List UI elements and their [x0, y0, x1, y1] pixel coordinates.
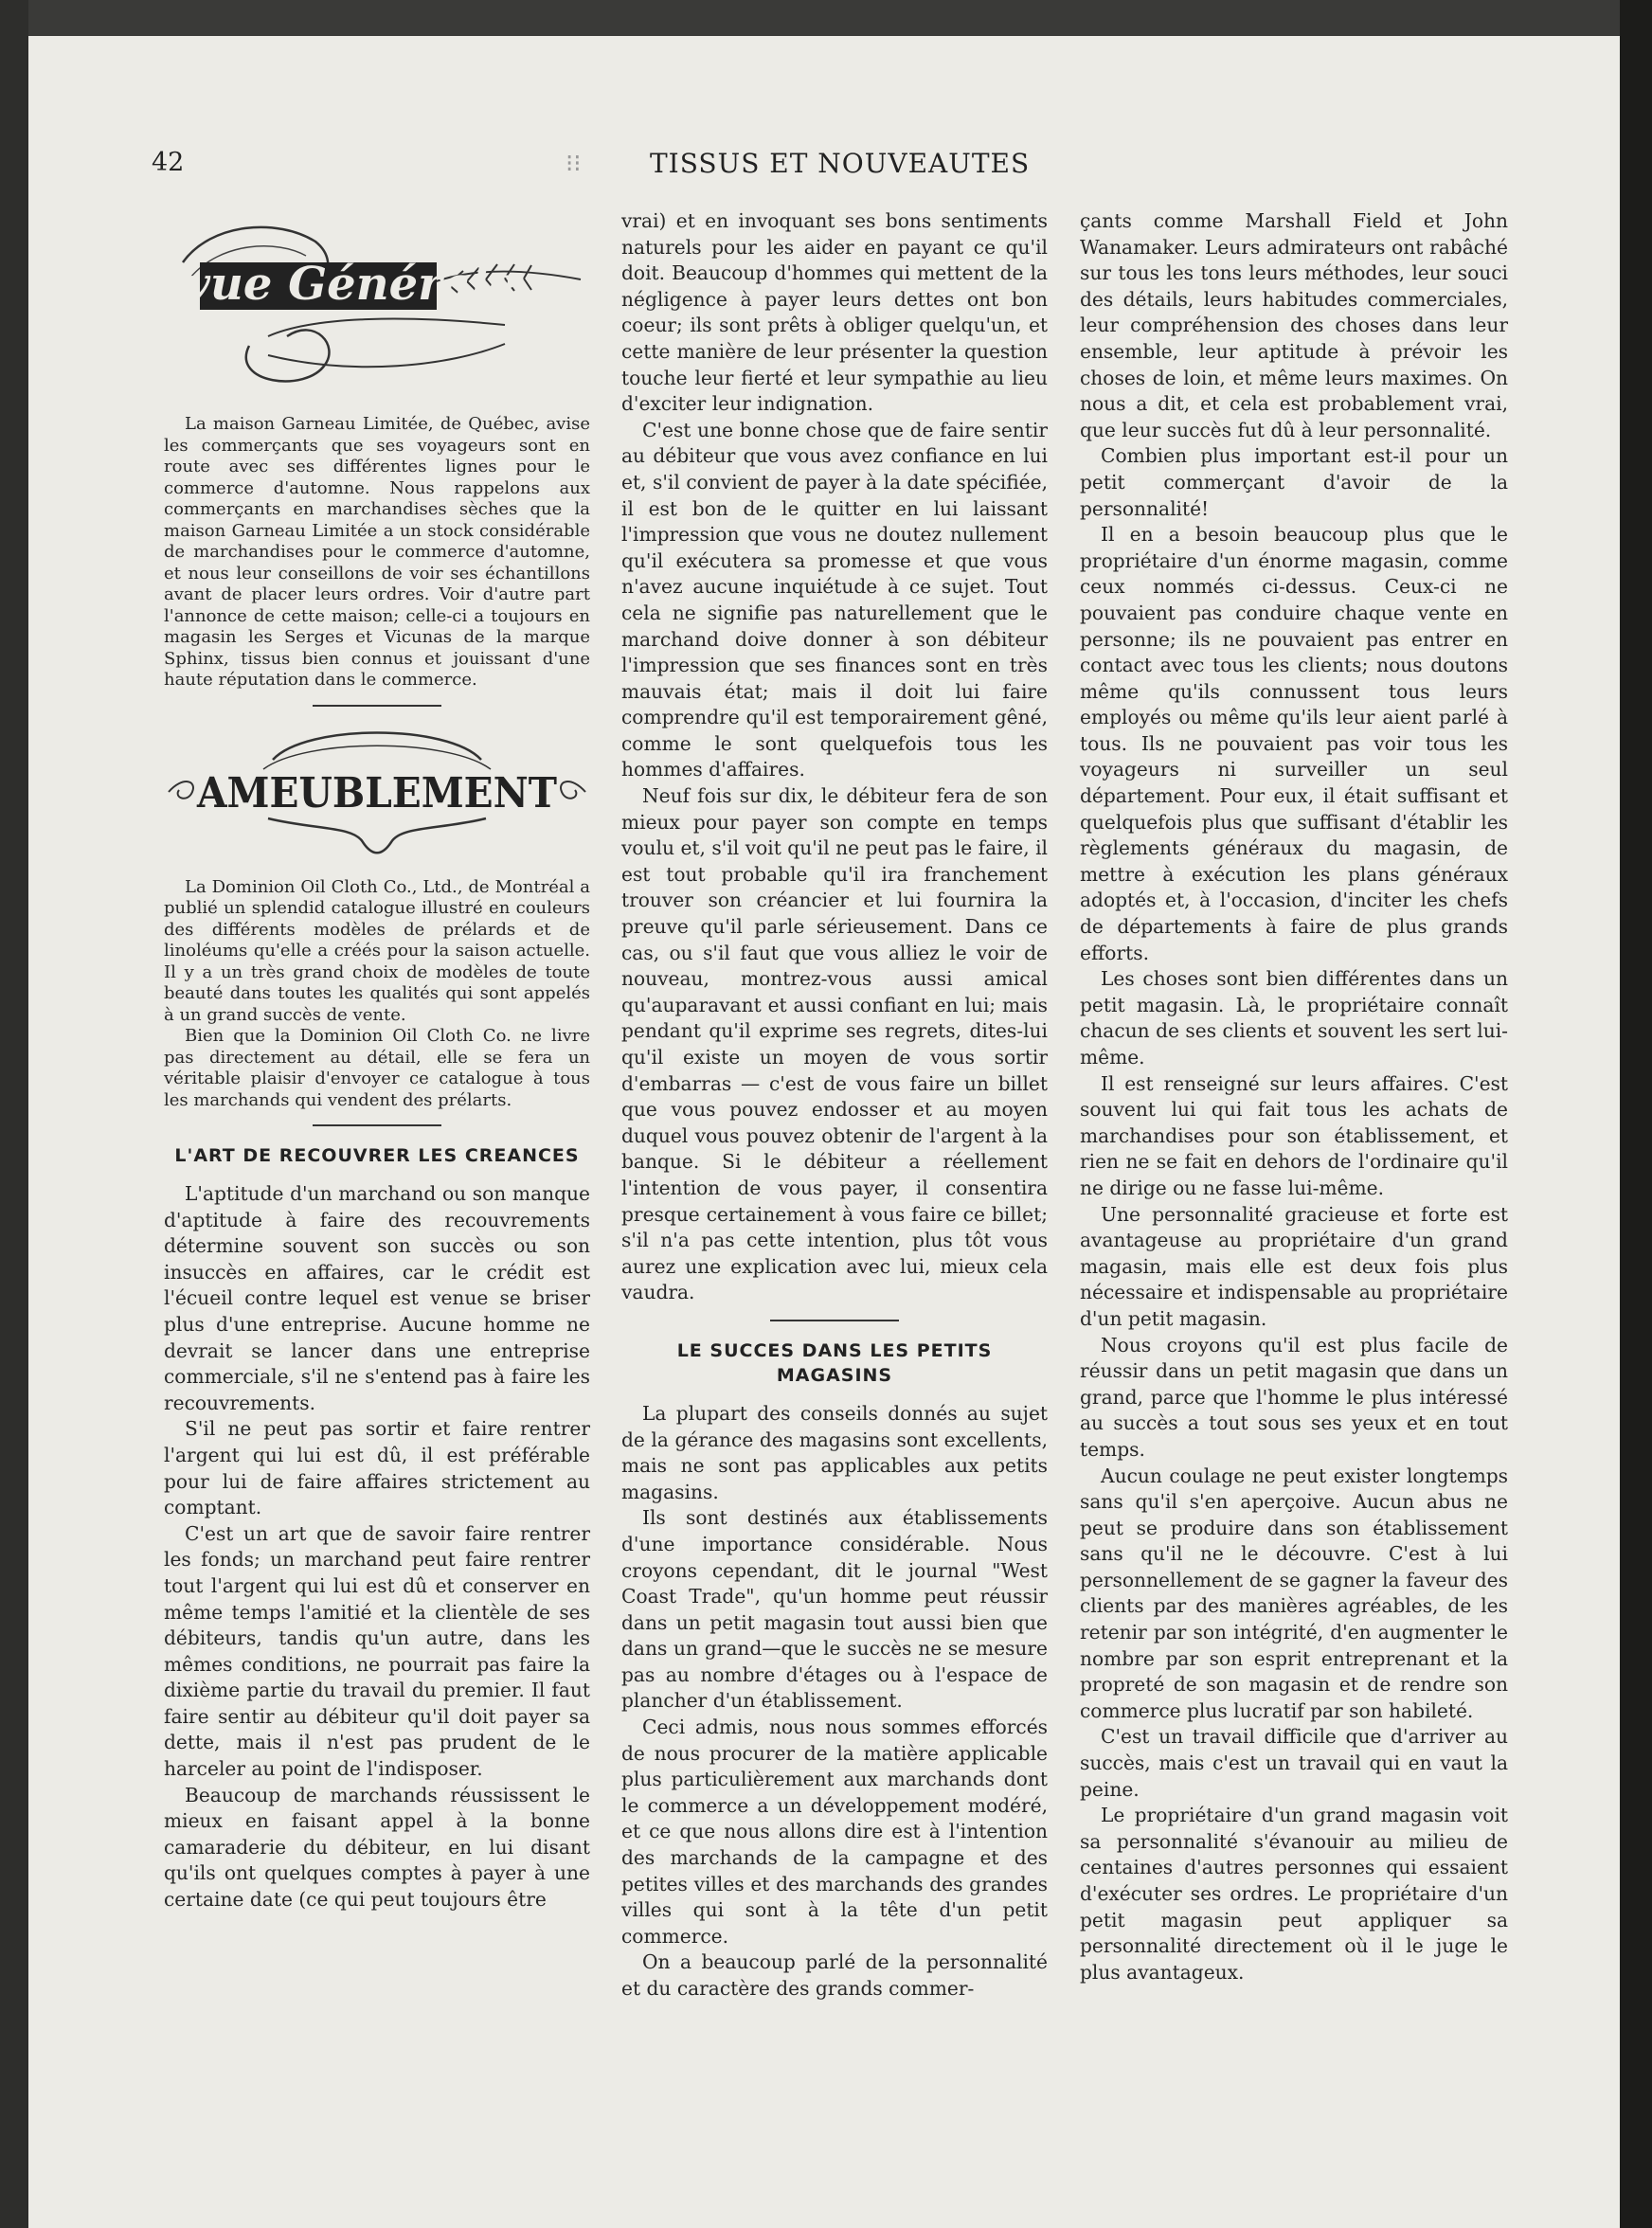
column-2: [621, 208, 1048, 2003]
divider-rule: [770, 1320, 899, 1321]
succes-paragraph-2: Ils sont destinés aux établissements d'une importance considérable. Nous croyons cependant, dit le journal "West Coast Trade", qu'un homme peut réussir dans un petit magasin tout aussi bien que dans un grand—que le succès ne se mesure pas au nombre d'étages ou à l'espace de plancher d'un établissement.: [621, 1506, 1048, 1713]
succes-continued-8: Aucun coulage ne peut exister longtemps sans qu'il s'en aperçoive. Aucun abus ne peut se produire dans son établissement sans qu'il ne le découvre. C'est à lui personnellement de se gagner la faveur des clients par des manières agréables, de les retenir par son intégrité, d'en augmenter le nombre par son esprit entreprenant et la propreté de son magasin et de rendre son commerce plus lucratif par son habileté.: [1080, 1464, 1508, 1722]
right-edge-shadow: [1620, 0, 1652, 2228]
binding-edge: [0, 0, 28, 2228]
succes-continued-10: Le propriétaire d'un grand magasin voit sa personnalité s'évanouir au milieu de centaines d'autres personnes qui essaient d'exécuter ses ordres. Le propriétaire d'un petit magasin peut appliquer sa personnalité directement où il le juge le plus avantageux.: [1080, 1804, 1508, 1984]
creances-paragraph-3: C'est un art que de savoir faire rentrer les fonds; un marchand peut faire rentrer tout l'argent qui lui est dû et conserver en même temps l'amitié et la clientèle de ses débiteurs, tandis qu'un autre, dans les mêmes conditions, ne pourrait pas faire la dixième partie du travail du premier. Il faut faire sentir au débiteur qu'il doit payer sa dette, mais il n'est pas prudent de le harceler au point de l'indisposer.: [164, 1521, 590, 1781]
creances-paragraph-4: Beaucoup de marchands réussissent le mieux en faisant appel à la bonne camaraderie du débiteur, en lui disant qu'ils ont quelques comptes à payer à une certaine date (ce qui peut toujours être: [164, 1783, 590, 1912]
revue-logo-line1: Revue Générale: [117, 258, 518, 311]
succes-continued-7: Nous croyons qu'il est plus facile de réussir dans un petit magasin que dans un grand, parce que l'homme le plus intéressé au succès a tout sous ses yeux et en tout temps.: [1080, 1333, 1508, 1461]
ameublement-paragraph-2: Bien que la Dominion Oil Cloth Co. ne livre pas directement au détail, elle se fera un véritable plaisir d'envoyer ce catalogue à tous les marchands qui vendent des prélarts.: [164, 1026, 590, 1110]
succes-continued-9: C'est un travail difficile que d'arriver au succès, mais c'est un travail qui en vaut la peine.: [1080, 1725, 1508, 1801]
ameublement-paragraph-1: La Dominion Oil Cloth Co., Ltd., de Montréal a publié un splendid catalogue illustré en couleurs des différents modèles de prélards et de linoléums qu'elle a créés pour la saison actuelle. Il y a un très grand choix de modèles de toute beauté dans toutes les qualités qui sont appelés à un grand succès de vente.: [164, 876, 590, 1025]
succes-continued-4: Les choses sont bien différentes dans un petit magasin. Là, le propriétaire connaît chacun de ses clients et souvent les sert lui-même.: [1080, 967, 1508, 1069]
ameublement-logo-text: AMEUBLEMENT: [196, 768, 558, 818]
ameublement-logo: [164, 724, 590, 856]
page-header: [152, 148, 1051, 186]
creances-paragraph-2: S'il ne peut pas sortir et faire rentrer l'argent qui lui est dû, il est préférable pour lui de faire affaires strictement au comptant.: [164, 1417, 590, 1519]
creances-continued-2: C'est une bonne chose que de faire sentir au débiteur que vous avez confiance en lui et, s'il convient de payer à la date spécifiée, il est bon de le quitter en lui laissant l'impression que vous ne doutez nullement qu'il exécutera sa promesse et que vous n'avez aucune inquiétude à ce sujet. Tout cela ne signifie pas naturellement que le marchand doive donner à son débiteur l'impression que ses finances sont en très mauvais état; mais il doit lui faire comprendre qu'il est temporairement gêné, comme le sont quelquefois tous les hommes d'affaires.: [621, 418, 1048, 782]
succes-continued-2: Combien plus important est-il pour un petit commerçant d'avoir de la personnalité!: [1080, 444, 1508, 520]
divider-rule: [313, 705, 441, 707]
page-number: 42: [152, 148, 185, 177]
column-3: [1080, 208, 1508, 1985]
divider-rule: [313, 1124, 441, 1126]
succes-continued-3: Il en a besoin beaucoup plus que le propriétaire d'un énorme magasin, comme ceux nommés ci-dessus. Ceux-ci ne pouvaient pas conduire chaque vente en personne; ils ne pouvaient pas entrer en contact avec tous les clients; nous doutons même qu'ils connussent tous leurs employés ou même qu'ils leur aient parlé à tous. Ils ne pouvaient pas voir tous les voyageurs ni surveiller un seul département. Pour eux, il était suffisant et quelquefois plus que suffisant d'établir les règlements généraux du magasin, de mettre à exécution les plans généraux adoptés et, à l'occasion, d'inciter les chefs de départements à faire de plus grands efforts.: [1080, 523, 1508, 964]
running-title: TISSUS ET NOUVEAUTES: [650, 148, 1031, 179]
column-1: [117, 204, 590, 1914]
revue-text: La maison Garneau Limitée, de Québec, avise les commerçants que ses voyageurs sont en route avec ses différentes lignes pour le commerce d'automne. Nous rappelons aux commerçants en marchandises sèches que la maison Garneau Limitée a un stock considérable de marchandises pour le commerce d'automne, et nous leur conseillons de voir ses échantillons avant de placer leurs ordres. Voir d'autre part l'annonce de cette maison; celle-ci a toujours en magasin les Serges et Vicunas de la marque Sphinx, tissus bien connus et jouissant d'une haute réputation dans le commerce.: [164, 414, 590, 690]
revue-generale-logo: [117, 204, 590, 393]
succes-continued-6: Une personnalité gracieuse et forte est avantageuse au propriétaire d'un grand magasin, mais elle est deux fois plus nécessaire et indispensable au propriétaire d'un petit magasin.: [1080, 1202, 1508, 1330]
article-heading-creances: L'ART DE RECOUVRER LES CREANCES: [174, 1145, 580, 1166]
succes-continued-5: Il est renseigné sur leurs affaires. C'est souvent lui qui fait tous les achats de marchandises pour son établissement, et rien ne se fait en dehors de l'ordinaire qu'il ne dirige ou ne fasse lui-même.: [1080, 1071, 1508, 1199]
creances-continued-3: Neuf fois sur dix, le débiteur fera de son mieux pour payer son compte en temps voulu et, s'il voit qu'il ne peut pas le faire, il est tout probable qu'il ira franchement trouver son créancier et lui fournira la preuve qu'il parle sérieusement. Dans ce cas, ou s'il faut que vous alliez le voir de nouveau, montrez-vous aussi amical qu'auparavant et aussi confiant en lui; mais pendant qu'il exprime ses regrets, dites-lui qu'il existe un moyen de vous sortir d'embarras — c'est de vous faire un billet que vous pouvez endosser et au moyen duquel vous pouvez obtenir de l'argent à la banque. Si le débiteur a réellement l'intention de vous payer, il consentira presque certainement à vous faire ce billet; s'il n'a pas cette intention, plus tôt vous aurez une explication avec lui, mieux cela vaudra.: [621, 784, 1048, 1304]
succes-paragraph-3: Ceci admis, nous nous sommes efforcés de nous procurer de la matière applicable plus particulièrement aux marchands dont le commerce a un développement modéré, et ce que nous allons dire est à l'intention des marchands de la campagne et des petites villes et des marchands des grandes villes qui sont à la tête d'un petit commerce.: [621, 1716, 1048, 1948]
creances-paragraph-1: L'aptitude d'un marchand ou son manque d'aptitude à faire des recouvrements détermine souvent son succès ou son insuccès en affaires, car le crédit est l'écueil contre lequel est venue se briser plus d'une entreprise. Aucune homme ne devrait se lancer dans une entreprise commerciale, s'il ne s'entend pas à faire les recouvrements.: [164, 1182, 590, 1414]
header-ornament-icon: ⁝⁝: [566, 150, 582, 178]
creances-continued-1: vrai) et en invoquant ses bons sentiments naturels pour les aider en payant ce qu'il doit. Beaucoup d'hommes qui mettent de la négligence à payer leurs dettes ont bon coeur; ils sont prêts à obliger quelqu'un, et cette manière de leur présenter la question touche leur fierté et leur sympathie au lieu d'exciter leur indignation.: [621, 209, 1048, 416]
article-heading-succes: LE SUCCES DANS LES PETITS MAGASINS: [676, 1339, 993, 1386]
succes-paragraph-4: On a beaucoup parlé de la personnalité et du caractère des grands commer-: [621, 1950, 1048, 2000]
succes-continued-1: çants comme Marshall Field et John Wanamaker. Leurs admirateurs ont rabâché sur tous les tons leurs méthodes, leur souci des détails, leurs habitudes commerciales, leur compréhension des choses dans leur ensemble, leur aptitude à prévoir les choses de loin, et même leurs maximes. On nous a dit, et cela est probablement vrai, que leur succès fut dû à leur personnalité.: [1080, 209, 1508, 441]
succes-paragraph-1: La plupart des conseils donnés au sujet de la gérance des magasins sont excellents, mais ne sont pas applicables aux petits magasins.: [621, 1401, 1048, 1503]
